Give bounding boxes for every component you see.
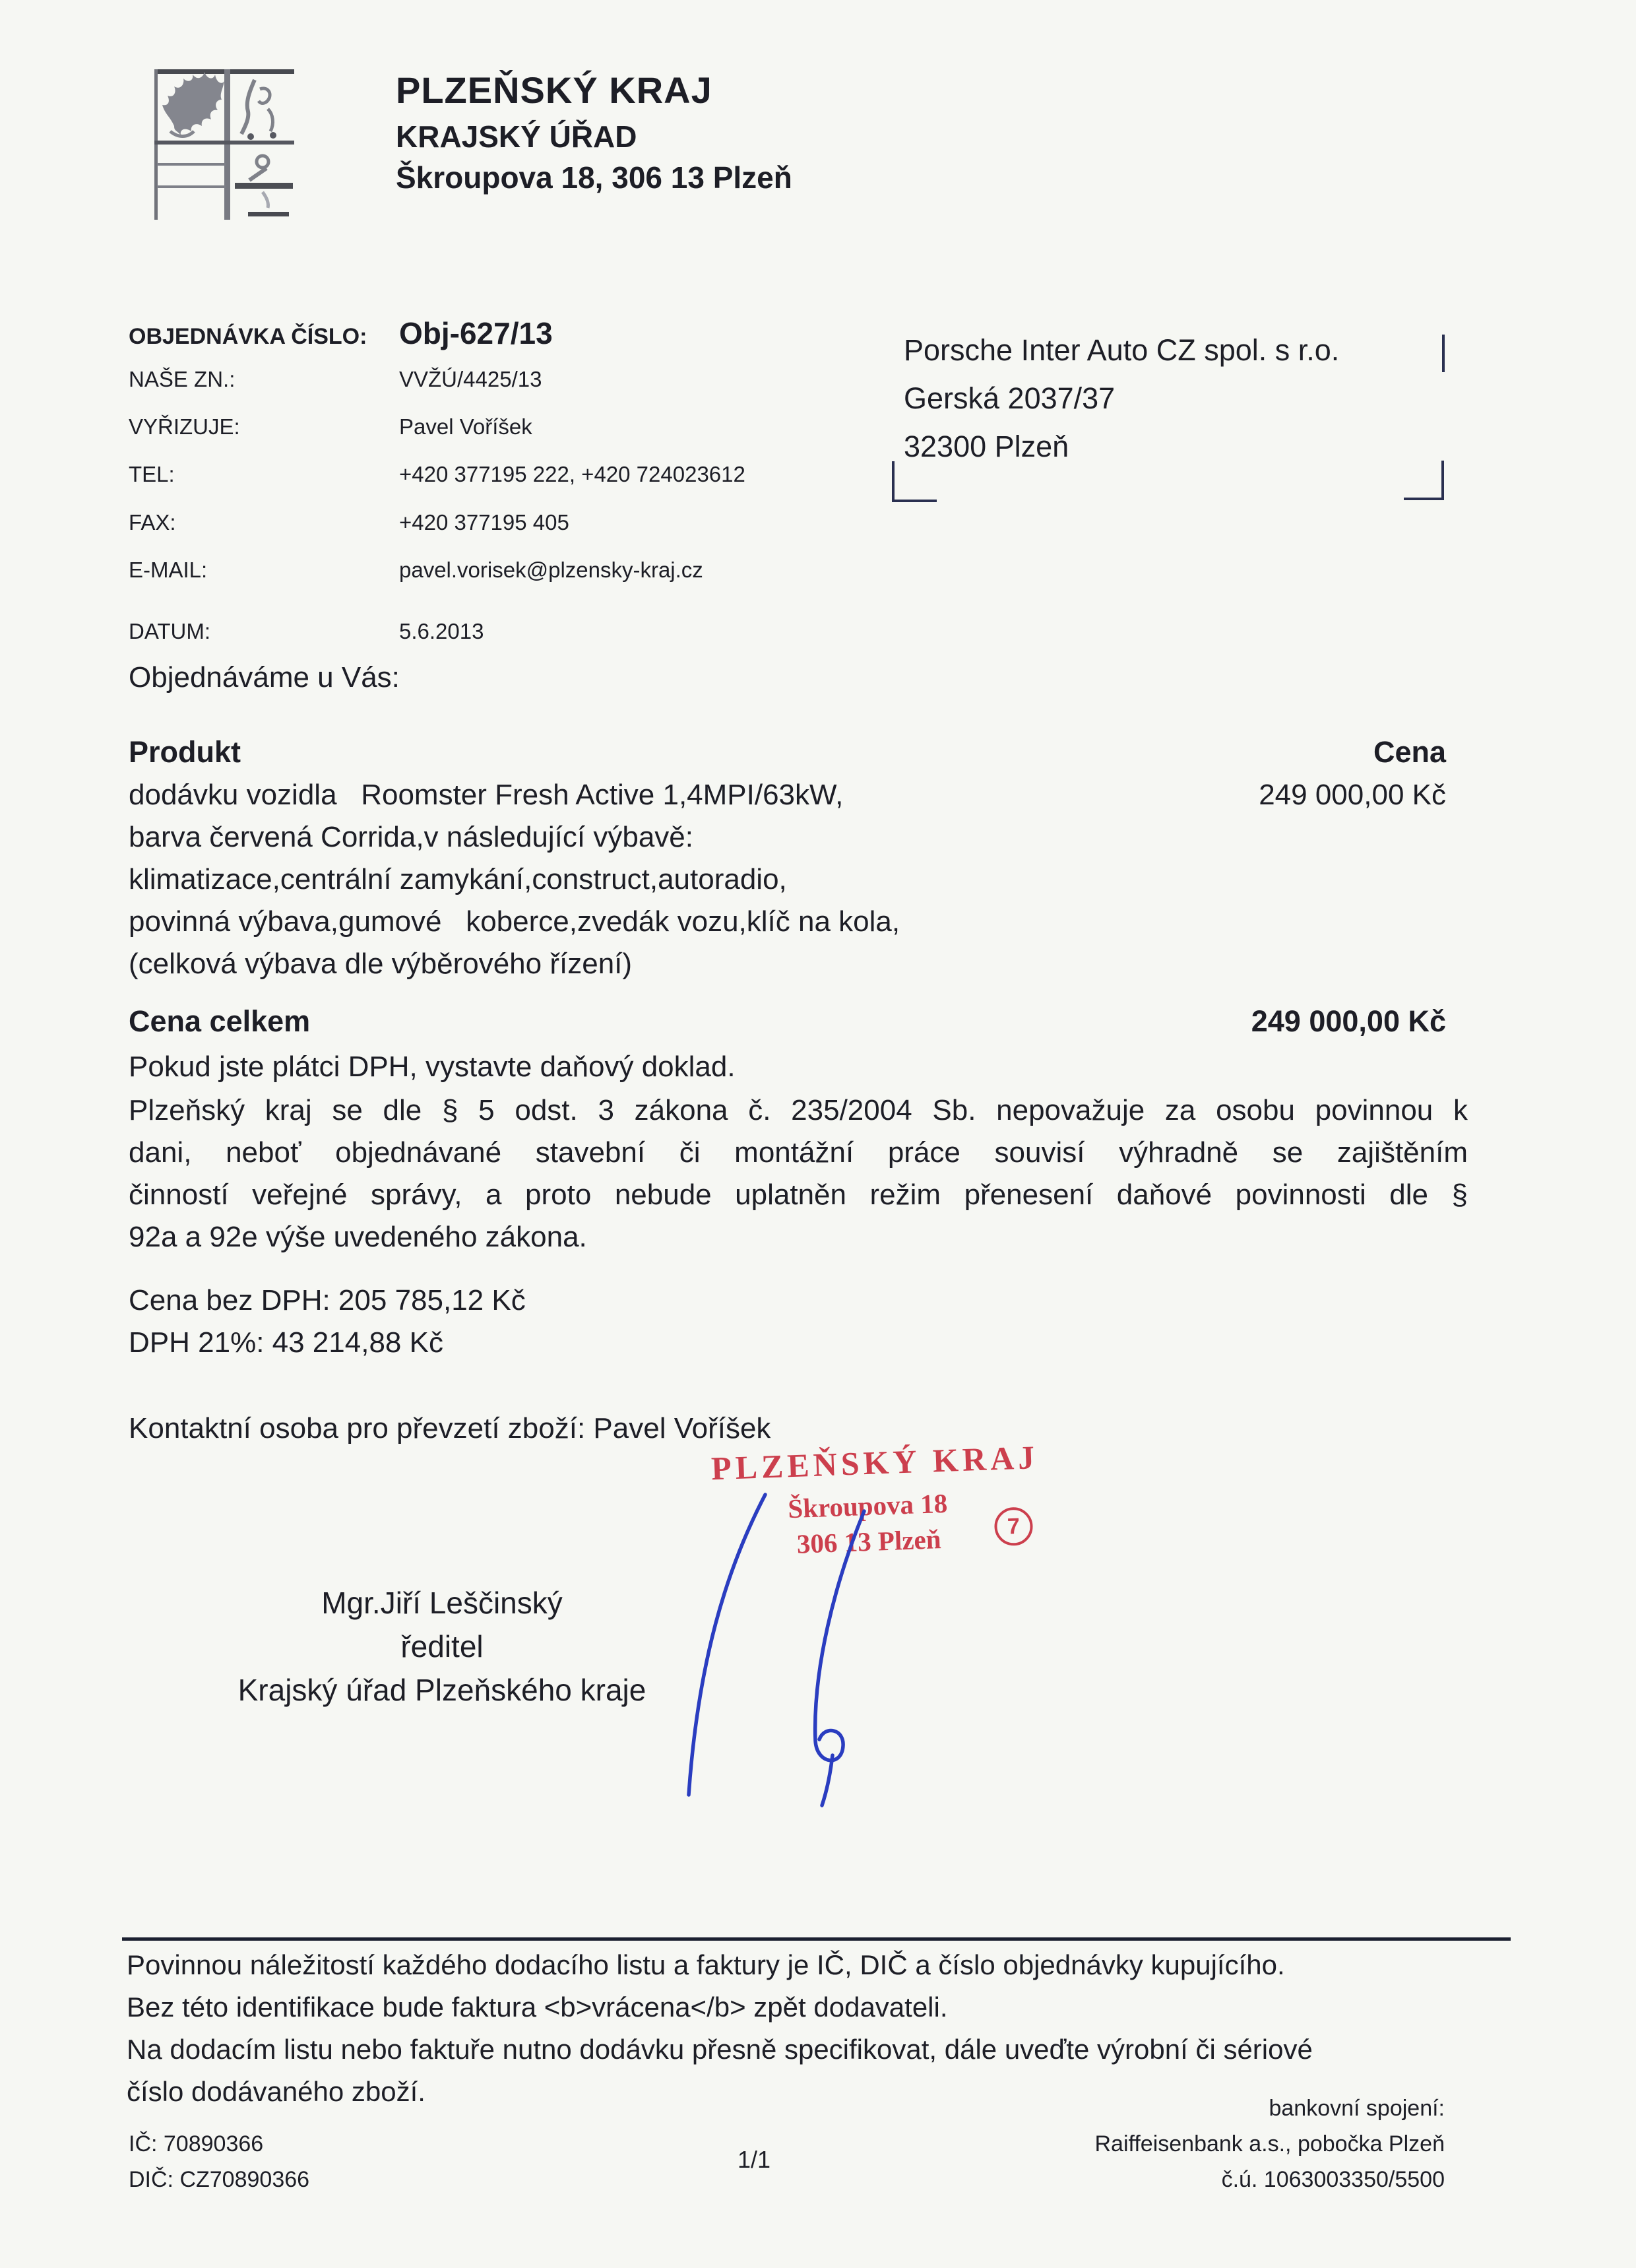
stamp-street-line: Škroupova 18	[787, 1487, 948, 1524]
signatory-block	[198, 1581, 686, 1712]
meta-label: VYŘIZUJE:	[129, 414, 240, 439]
meta-row	[129, 414, 532, 439]
vat-note-line: Pokud jste plátci DPH, vystavte daňový doklad.	[129, 1051, 736, 1083]
product-line: klimatizace,centrální zamykání,construct,autoradio,	[129, 863, 787, 895]
vat-paragraph-line: Plzeňský kraj se dle § 5 odst. 3 zákona č. 235/2004 Sb. nepovažuje za osobu povinnou k	[129, 1094, 1468, 1126]
company-dic: DIČ: CZ70890366	[129, 2167, 310, 2192]
address-window-mark-bottom-right-h	[1404, 498, 1444, 500]
address-window-mark-bottom-left-v	[892, 461, 895, 502]
invoice-note-line: číslo dodávaného zboží.	[127, 2076, 425, 2107]
meta-row	[129, 315, 553, 351]
meta-row	[129, 558, 703, 583]
meta-label: NAŠE ZN.:	[129, 367, 236, 391]
meta-value: +420 377195 405	[399, 510, 569, 535]
address-window-mark-bottom-right-v	[1441, 461, 1444, 500]
stamp-org-line: PLZEŇSKÝ KRAJ	[710, 1438, 1039, 1487]
vat-amount: DPH 21%: 43 214,88 Kč	[129, 1326, 443, 1359]
address-window-mark-bottom-left-h	[892, 500, 937, 502]
meta-label: OBJEDNÁVKA ČÍSLO:	[129, 324, 367, 349]
meta-value: +420 377195 222, +420 724023612	[399, 462, 745, 486]
bank-account: č.ú. 1063003350/5500	[1221, 2167, 1445, 2192]
meta-value: 5.6.2013	[399, 619, 484, 643]
price-net: Cena bez DPH: 205 785,12 Kč	[129, 1284, 526, 1316]
meta-row	[129, 367, 542, 392]
recipient-city: 32300 Plzeň	[904, 430, 1069, 463]
meta-value: Obj-627/13	[399, 316, 553, 350]
total-price: 249 000,00 Kč	[1251, 1004, 1446, 1038]
meta-label: TEL:	[129, 462, 175, 486]
product-line: (celková výbava dle výběrového řízení)	[129, 948, 633, 980]
bank-label: bankovní spojení:	[1269, 2096, 1445, 2121]
unit-price: 249 000,00 Kč	[1259, 779, 1446, 811]
meta-label: FAX:	[129, 510, 176, 535]
product-line: barva červená Corrida,v následující výbavě:	[129, 821, 693, 853]
org-name: PLZEŇSKÝ KRAJ	[396, 69, 712, 111]
invoice-note-line: Povinnou náležitostí každého dodacího listu a faktury je IČ, DIČ a číslo objednávky kupujícího.	[127, 1949, 1285, 1980]
meta-value: VVŽÚ/4425/13	[399, 367, 542, 391]
intro-line: Objednáváme u Vás:	[129, 661, 400, 694]
signature-stroke	[815, 1511, 864, 1761]
product-line: dodávku vozidla Roomster Fresh Active 1,4MPI/63kW,	[129, 779, 844, 811]
company-ids	[129, 2126, 309, 2197]
address-window-mark-top-right	[1442, 335, 1445, 372]
recipient-address	[904, 326, 1339, 470]
meta-row	[129, 619, 484, 644]
price-column-header: Cena	[1373, 735, 1446, 769]
invoice-note-line: Na dodacím listu nebo faktuře nutno dodávku přesně specifikovat, dále uveďte výrobní či sériové	[127, 2034, 1313, 2065]
signatory-org: Krajský úřad Plzeňského kraje	[237, 1673, 646, 1707]
org-address: Škroupova 18, 306 13 Plzeň	[396, 160, 792, 195]
handwritten-signature	[666, 1485, 917, 1808]
signatory-name: Mgr.Jiří Leščinský	[321, 1586, 563, 1620]
org-unit: KRAJSKÝ ÚŘAD	[396, 119, 637, 154]
signature-stroke	[689, 1495, 765, 1795]
recipient-street: Gerská 2037/37	[904, 381, 1116, 415]
company-ic: IČ: 70890366	[129, 2131, 264, 2156]
meta-row	[129, 462, 745, 487]
stamp-city-line: 306 13 Plzeň	[796, 1524, 942, 1559]
meta-value: pavel.vorisek@plzensky-kraj.cz	[399, 558, 703, 582]
vat-paragraph-line: dani, neboť objednávané stavební či montážní práce souvisí výhradně se zajištěním	[129, 1136, 1468, 1169]
invoice-note-line: Bez této identifikace bude faktura <b>vrácena</b> zpět dodavateli.	[127, 1992, 948, 2023]
signature-stroke	[822, 1755, 833, 1805]
meta-value: Pavel Voříšek	[399, 414, 532, 439]
meta-label: DATUM:	[129, 619, 211, 643]
vat-paragraph-line: 92a a 92e výše uvedeného zákona.	[129, 1221, 587, 1253]
product-line: povinná výbava,gumové koberce,zvedák vozu,klíč na kola,	[129, 905, 900, 938]
bank-details	[726, 2090, 1445, 2197]
page-number: 1/1	[738, 2146, 771, 2173]
coat-of-arms-logo	[150, 63, 321, 226]
meta-row	[129, 510, 569, 535]
total-label: Cena celkem	[129, 1004, 311, 1038]
bank-name: Raiffeisenbank a.s., pobočka Plzeň	[1094, 2131, 1445, 2156]
signatory-title: ředitel	[400, 1629, 484, 1664]
vat-paragraph-line: činností veřejné správy, a proto nebude uplatněn režim přenesení daňové povinnosti dle §	[129, 1179, 1468, 1211]
footer-divider	[122, 1937, 1511, 1941]
recipient-name: Porsche Inter Auto CZ spol. s r.o.	[904, 333, 1340, 367]
contact-person-line: Kontaktní osoba pro převzetí zboží: Pavel Voříšek	[129, 1412, 771, 1444]
stamp-number-badge: 7	[994, 1507, 1034, 1546]
meta-label: E-MAIL:	[129, 558, 208, 582]
product-column-header: Produkt	[129, 735, 241, 769]
